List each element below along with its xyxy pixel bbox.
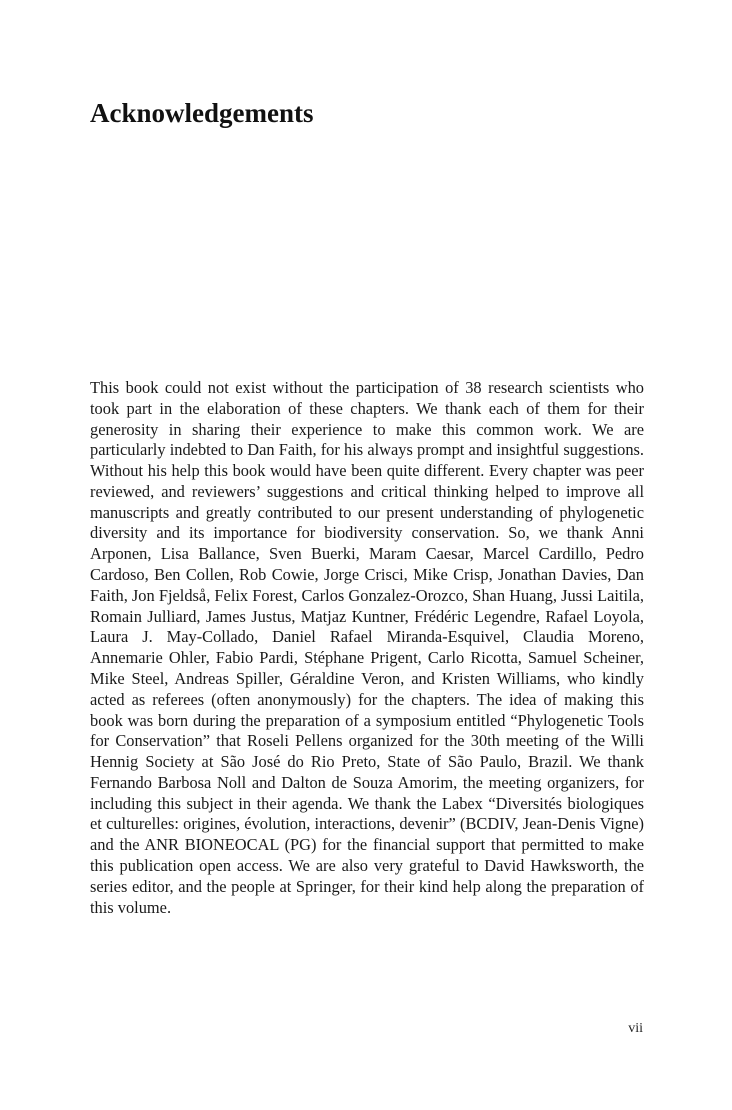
page-number: vii xyxy=(628,1021,643,1036)
acknowledgements-paragraph: This book could not exist without the participation of 38 research scientists who took part in the elaboration of these chapters. We thank each of them for their generosity in sharing their experience to make this common work. We are particularly indebted to Dan Faith, for his always prompt and insightful suggestions. Without his help this book would have been quite different. Every chapter was peer reviewed, and reviewers’ suggestions and critical thinking helped to improve all manuscripts and greatly contributed to our present understanding of phylogenetic diversity and its importance for biodiversity conservation. So, we thank Anni Arponen, Lisa Ballance, Sven Buerki, Maram Caesar, Marcel Cardillo, Pedro Cardoso, Ben Collen, Rob Cowie, Jorge Crisci, Mike Crisp, Jonathan Davies, Dan Faith, Jon Fjeldså, Felix Forest, Carlos Gonzalez-Orozco, Shan Huang, Jussi Laitila, Romain Julliard, James Justus, Matjaz Kuntner, Frédéric Legendre, Rafael Loyola, Laura J. May-Collado, Daniel Rafael Miranda-Esquivel, Claudia Moreno, Annemarie Ohler, Fabio Pardi, Stéphane Prigent, Carlo Ricotta, Samuel Scheiner, Mike Steel, Andreas Spiller, Géraldine Veron, and Kristen Williams, who kindly acted as referees (often anonymously) for the chapters. The idea of making this book was born during the preparation of a symposium entitled “Phylogenetic Tools for Conservation” that Roseli Pellens organized for the 30th meeting of the Willi Hennig Society at São José do Rio Preto, State of São Paulo, Brazil. We thank Fernando Barbosa Noll and Dalton de Souza Amorim, the meeting organizers, for including this subject in their agenda. We thank the Labex “Diversités biologiques et culturelles: origines, évolution, interactions, devenir” (BCDIV, Jean-Denis Vigne) and the ANR BIONEOCAL (PG) for the financial support that permitted to make this publication open access. We are also very grateful to David Hawksworth, the series editor, and the people at Springer, for their kind help along the preparation of this volume. xyxy=(90,378,644,917)
page-title: Acknowledgements xyxy=(90,98,314,128)
